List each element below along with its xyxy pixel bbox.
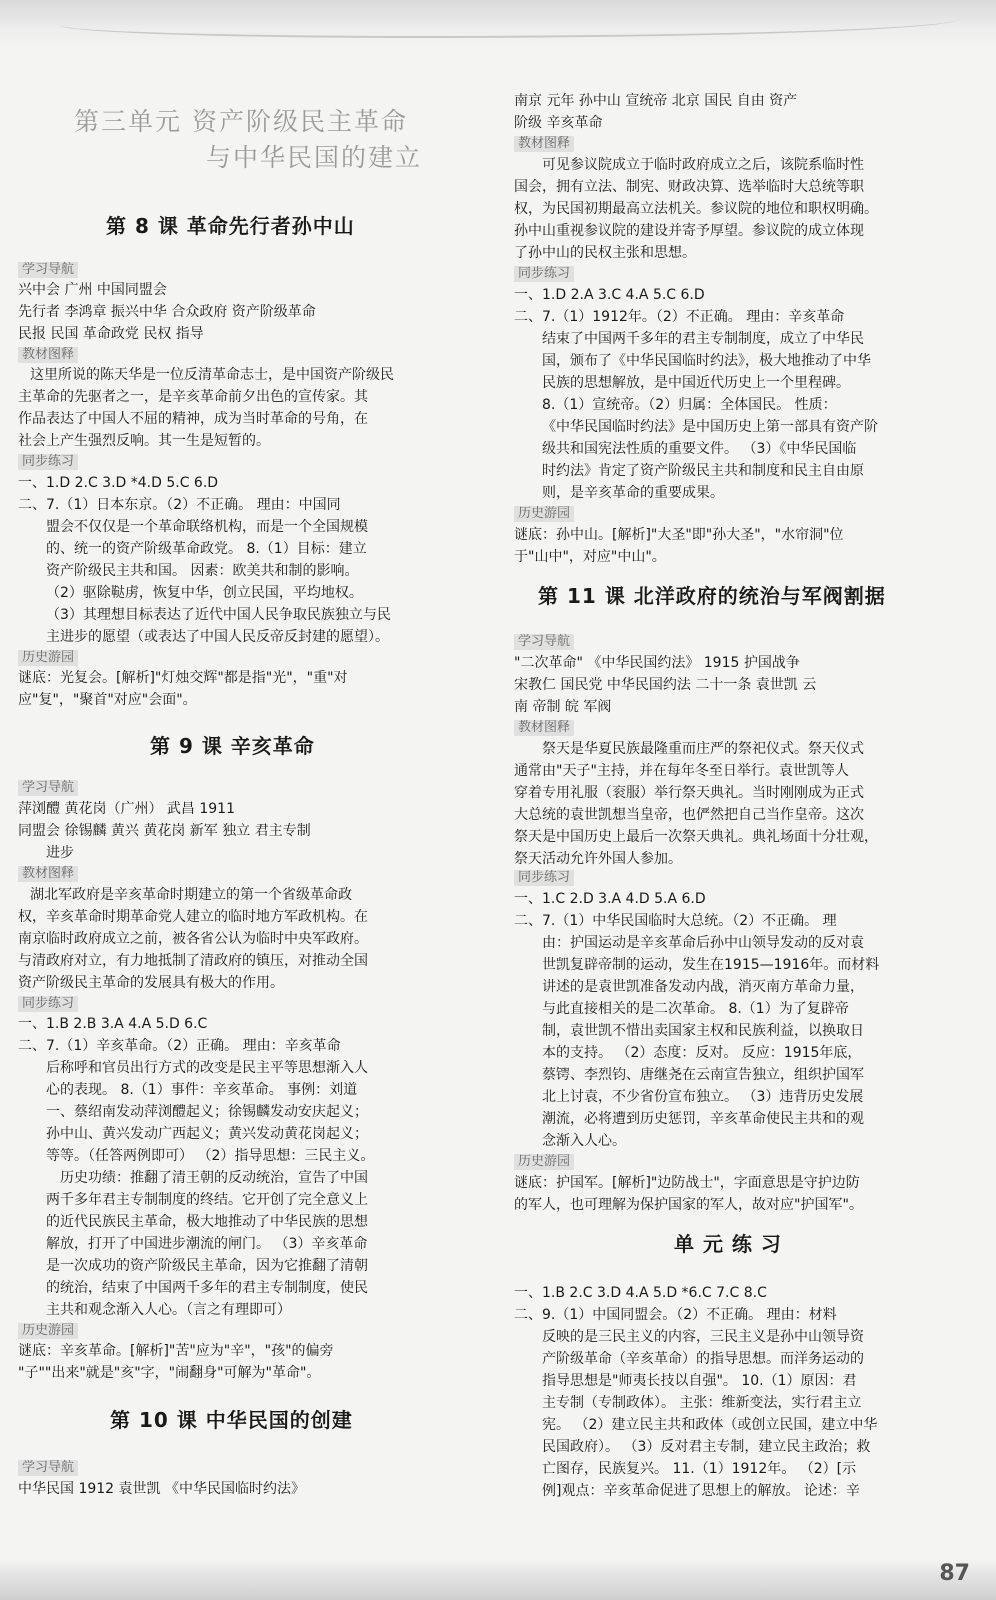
text-line: 北上讨袁，不少省份宣布独立。 （3）违背历史发展	[542, 1089, 864, 1105]
text-line: 祭天是华夏民族最隆重而庄严的祭祀仪式。祭天仪式	[542, 741, 864, 757]
text-line: 中华民国 1912 袁世凯 《中华民国临时约法》	[18, 1481, 305, 1497]
text-line: 例]观点：辛亥革命促进了思想上的解放。 论述：辛	[542, 1483, 860, 1499]
text-line: 南 帝制 皖 军阀	[514, 699, 612, 715]
text-line: 一、1.B 2.C 3.D 4.A 5.D *6.C 7.C 8.C	[514, 1285, 767, 1301]
text-line: 一、1.D 2.A 3.C 4.A 5.C 6.D	[514, 287, 705, 303]
text-line: 一、蔡绍南发动萍浏醴起义；徐锡麟发动安庆起义；	[46, 1104, 368, 1120]
text-line: 主革命的先驱者之一，是辛亥革命前夕出色的宣传家。其	[18, 389, 368, 405]
section-label: 教材图释	[514, 720, 574, 736]
text-line: 资产阶级民主革命的发展具有极大的作用。	[18, 975, 284, 991]
text-line: 于"山中"，对应"中山"。	[514, 549, 666, 565]
text-line: 的统治，结束了中国两千多年的君主专制制度，使民	[46, 1280, 368, 1296]
lesson-9-title: 第 9 课 辛亥革命	[150, 734, 315, 758]
text-line: 国会，拥有立法、制宪、财政决算、选举临时大总统等职	[514, 179, 864, 195]
text-line: 反映的是三民主义的内容，三民主义是孙中山领导资	[542, 1329, 864, 1345]
text-line: 蔡锷、李烈钧、唐继尧在云南宣告独立，组织护国军	[542, 1067, 864, 1083]
text-line: 湖北军政府是辛亥革命时期建立的第一个省级革命政	[30, 887, 352, 903]
text-line: 结束了中国两千多年的君主专制制度，成立了中华民	[542, 331, 864, 347]
text-line: 与此直接相关的是二次革命。 8.（1）为了复辟帝	[542, 1001, 849, 1017]
text-line: 这里所说的陈天华是一位反清革命志士，是中国资产阶级民	[30, 367, 394, 383]
text-line: 指导思想是"师夷长技以自强"。 10.（1）原因：君	[542, 1373, 857, 1389]
text-line: 时约法》肯定了资产阶级民主共和制度和民主自由原	[542, 463, 864, 479]
section-label: 历史游园	[18, 650, 78, 666]
text-line: 同盟会 徐锡麟 黄兴 黄花岗 新军 独立 君主专制	[18, 823, 311, 839]
text-line: 萍浏醴 黄花岗（广州） 武昌 1911	[18, 801, 235, 817]
text-line: 孙中山、黄兴发动广西起义；黄兴发动黄花岗起义；	[46, 1126, 368, 1142]
section-label: 历史游园	[18, 1323, 78, 1339]
text-line: "子""出来"就是"亥"字，"闹翻身"可解为"革命"。	[18, 1365, 321, 1381]
section-label: 同步练习	[514, 870, 574, 886]
text-line: 两千多年君主专制制度的终结。它开创了完全意义上	[46, 1192, 368, 1208]
section-label: 教材图释	[18, 347, 78, 363]
text-line: 二、9.（1）中国同盟会。（2）不正确。 理由：材料	[514, 1307, 837, 1323]
text-line: 作品表达了中国人不屈的精神，成为当时革命的号角，在	[18, 411, 368, 427]
text-line: 等等。（任答两例即可） （2）指导思想：三民主义。	[46, 1148, 375, 1164]
text-line: 世凯复辟帝制的运动，发生在1915—1916年。而材料	[542, 957, 880, 973]
text-line: 主进步的愿望（或表达了中国人民反帝反封建的愿望）。	[46, 629, 389, 645]
section-label: 教材图释	[18, 866, 78, 882]
text-line: 谜底：护国军。[解析]"边防战士"，字面意思是守护边防	[514, 1175, 860, 1191]
lesson-8-title: 第 8 课 革命先行者孙中山	[106, 214, 355, 238]
text-line: 解放，打开了中国进步潮流的闸门。 （3）辛亥革命	[46, 1236, 368, 1252]
unit-title-line2: 与中华民国的建立	[206, 143, 423, 172]
footer-band	[0, 1560, 996, 1600]
text-line: 制，袁世凯不惜出卖国家主权和民族利益，以换取日	[542, 1023, 864, 1039]
text-line: 权，为民国初期最高立法机关。参议院的地位和职权明确。	[514, 201, 878, 217]
text-line: 产阶级革命（辛亥革命）的指导思想。而洋务运动的	[542, 1351, 864, 1367]
lesson-10-title: 第 10 课 中华民国的创建	[110, 1408, 353, 1432]
text-line: 民国政府）。 （3）反对君主专制，建立民主政治；救	[542, 1439, 871, 1455]
text-line: 宋教仁 国民党 中华民国约法 二十一条 袁世凯 云	[514, 677, 817, 693]
text-line: 祭天是中国历史上最后一次祭天典礼。典礼场面十分壮观，	[514, 829, 878, 845]
text-line: 祭天活动允许外国人参加。	[514, 851, 682, 867]
page-number: 87	[939, 1561, 970, 1586]
text-line: 级共和国宪法性质的重要文件。 （3）《中华民国临	[542, 441, 857, 457]
text-line: 穿着专用礼服（衮服）举行祭天典礼。当时刚刚成为正式	[514, 785, 864, 801]
text-line: 大总统的袁世凯想当皇帝，也俨然把自己当作皇帝。这次	[514, 807, 864, 823]
text-line: 则，是辛亥革命的重要成果。	[542, 485, 724, 501]
section-label: 学习导航	[18, 262, 78, 278]
text-line: 阶级 辛亥革命	[514, 115, 603, 131]
text-line: 南京 元年 孙中山 宣统帝 北京 国民 自由 资产	[514, 93, 798, 109]
text-line: 与清政府对立，有力地抵制了清政府的镇压，对推动全国	[18, 953, 368, 969]
text-line: 二、7.（1）中华民国临时大总统。（2）不正确。 理	[514, 913, 837, 929]
section-label: 历史游园	[514, 506, 574, 522]
text-line: 社会上产生强烈反响。其一生是短暂的。	[18, 433, 270, 449]
text-line: 的、统一的资产阶级革命政党。 8.（1）目标：建立	[46, 541, 367, 557]
text-line: 可见参议院成立于临时政府成立之后，该院系临时性	[542, 157, 864, 173]
text-line: 的近代民族民主革命，极大地推动了中华民族的思想	[46, 1214, 368, 1230]
text-line: 了孙中山的民权主张和思想。	[514, 245, 696, 261]
section-label: 学习导航	[514, 634, 574, 650]
text-line: 本的支持。 （2）态度：反对。 反应：1915年底，	[542, 1045, 862, 1061]
text-line: （2）驱除鞑虏，恢复中华，创立民国，平均地权。	[46, 585, 363, 601]
unit-title-line1: 第三单元 资产阶级民主革命	[74, 107, 408, 136]
text-line: 谜底：辛亥革命。[解析]"苦"应为"辛"，"孩"的偏旁	[18, 1343, 334, 1359]
text-line: 主共和观念渐入人心。（言之有理即可）	[46, 1302, 291, 1318]
section-label: 学习导航	[18, 780, 78, 796]
text-line: 权，辛亥革命时期革命党人建立的临时地方军政机构。在	[18, 909, 368, 925]
text-line: 主专制（专制政体）。 主张：维新变法，实行君主立	[542, 1395, 862, 1411]
text-line: 二、7.（1）日本东京。（2）不正确。 理由：中国同	[18, 497, 341, 513]
text-line: 民报 民国 革命政党 民权 指导	[18, 326, 204, 342]
text-line: 亡图存，民族复兴。 11.（1）1912年。 （2）[示	[542, 1461, 857, 1477]
section-label: 历史游园	[514, 1154, 574, 1170]
text-line: 的军人，也可理解为保护国家的军人，故对应"护国军"。	[514, 1197, 863, 1213]
text-line: 是一次成功的资产阶级民主革命，因为它推翻了清朝	[46, 1258, 368, 1274]
text-line: 二、7.（1）辛亥革命。（2）正确。 理由：辛亥革命	[18, 1038, 341, 1054]
text-line: 历史功绩：推翻了清王朝的反动统治，宣告了中国	[60, 1170, 368, 1186]
text-line: 国，颁布了《中华民国临时约法》，极大地推动了中华	[542, 353, 871, 369]
text-line: 一、1.D 2.C 3.D *4.D 5.C 6.D	[18, 475, 219, 491]
text-line: 盟会不仅仅是一个革命联络机构，而是一个全国规模	[46, 519, 368, 535]
text-line: 谜底：孙中山。[解析]"大圣"即"孙大圣"，"水帘洞"位	[514, 527, 844, 543]
unit-exercise-title: 单 元 练 习	[674, 1232, 782, 1256]
text-line: 应"复"，"聚首"对应"会面"。	[18, 692, 197, 708]
text-line: 先行者 李鸿章 振兴中华 合众政府 资产阶级革命	[18, 304, 316, 320]
text-line: 潮流，必将遭到历史惩罚，辛亥革命使民主共和的观	[542, 1111, 864, 1127]
lesson-11-title: 第 11 课 北洋政府的统治与军阀割据	[538, 584, 886, 608]
text-line: 南京临时政府成立之前，被各省公认为临时中央军政府。	[18, 931, 368, 947]
text-line: 由：护国运动是辛亥革命后孙中山领导发动的反对袁	[542, 935, 864, 951]
text-line: 谜底：光复会。[解析]"灯烛交辉"都是指"光"，"重"对	[18, 670, 348, 686]
text-line: 民族的思想解放，是中国近代历史上一个里程碑。	[542, 375, 850, 391]
text-line: （3）其理想目标表达了近代中国人民争取民族独立与民	[46, 607, 391, 623]
text-line: 通常由"天子"主持，并在每年冬至日举行。袁世凯等人	[514, 763, 849, 779]
text-line: 一、1.C 2.D 3.A 4.D 5.A 6.D	[514, 891, 706, 907]
text-line: 孙中山重视参议院的建设并寄予厚望。参议院的成立体现	[514, 223, 864, 239]
text-line: 资产阶级民主共和国。 因素：欧美共和制的影响。	[46, 563, 359, 579]
text-line: 心的表现。 8.（1）事件：辛亥革命。 事例：刘道	[46, 1082, 358, 1098]
text-line: 讲述的是袁世凯准备发动内战，消灭南方革命力量，	[542, 979, 864, 995]
section-label: 同步练习	[18, 454, 78, 470]
section-label: 学习导航	[18, 1460, 78, 1476]
text-line: 兴中会 广州 中国同盟会	[18, 282, 167, 298]
text-line: 念渐入人心。	[542, 1133, 626, 1149]
text-line: 后称呼和官员出行方式的改变是民主平等思想渐入人	[46, 1060, 368, 1076]
text-line: "二次革命" 《中华民国约法》 1915 护国战争	[514, 655, 800, 671]
text-line: 二、7.（1）1912年。（2）不正确。 理由：辛亥革命	[514, 309, 845, 325]
text-line: 宪。 （2）建立民主共和政体（或创立民国，建立中华	[542, 1417, 878, 1433]
text-line: 8.（1）宣统帝。（2）归属：全体国民。 性质：	[542, 397, 837, 413]
header-band	[0, 0, 996, 48]
section-label: 同步练习	[18, 996, 78, 1012]
text-line: 进步	[46, 845, 74, 861]
section-label: 教材图释	[514, 136, 574, 152]
text-line: 《中华民国临时约法》是中国历史上第一部具有资产阶	[542, 419, 878, 435]
text-line: 一、1.B 2.B 3.A 4.A 5.D 6.C	[18, 1016, 208, 1032]
section-label: 同步练习	[514, 266, 574, 282]
